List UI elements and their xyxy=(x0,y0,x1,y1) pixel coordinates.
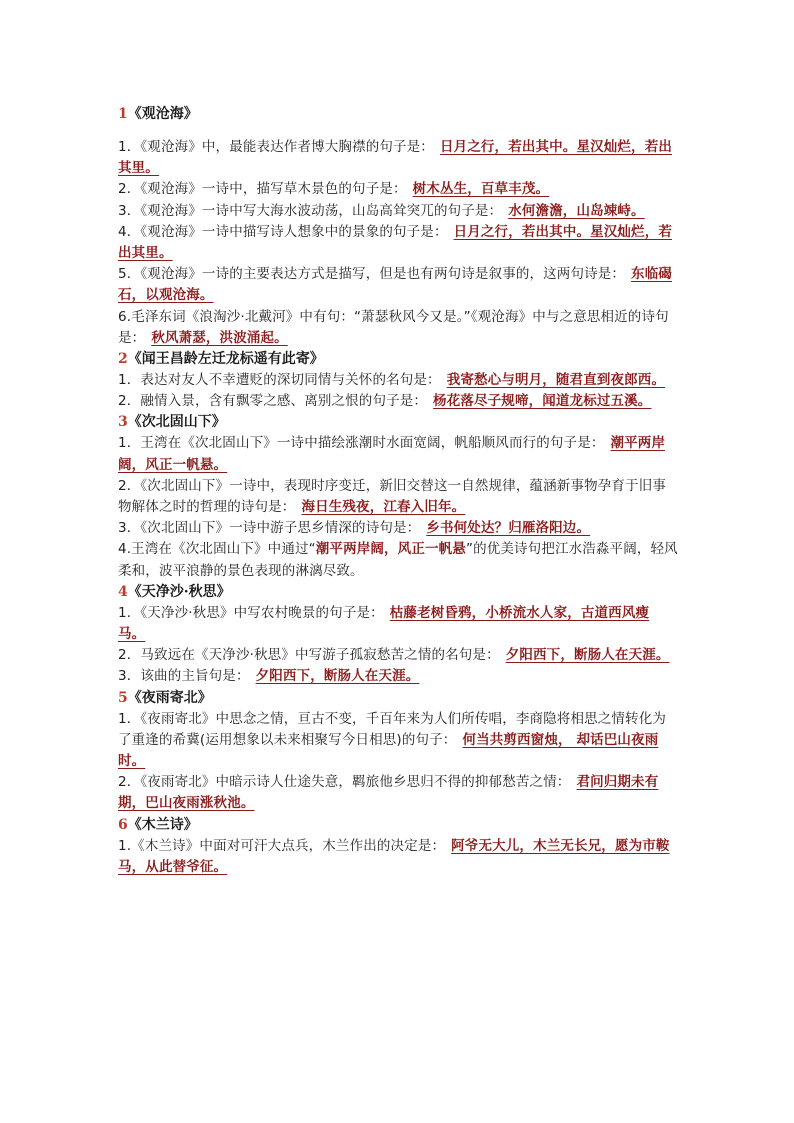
question-item xyxy=(118,201,678,222)
answer-text: 何当共剪西窗烛， 却话巴山夜雨时。 xyxy=(118,731,659,770)
question-text: 2．融情入景，含有飘零之感、离别之恨的句子是： xyxy=(118,393,428,410)
question-text: 1．王湾在《次北固山下》一诗中描绘涨潮时水面宽阔，帆船顺风而行的句子是： xyxy=(118,435,605,452)
answer-text: 海日生残夜，江春入旧年。 xyxy=(301,499,466,516)
question-text: 2．《观沧海》一诗中，描写草木景色的句子是： xyxy=(118,181,407,198)
section-number: 3 xyxy=(118,414,128,431)
answer-text: 夕阳西下，断肠人在天涯。 xyxy=(255,668,420,685)
question-text: 3．《观沧海》一诗中写大海水波动荡，山岛高耸突兀的句子是： xyxy=(118,202,503,219)
answer-text: 潮平两岸阔，风正一帆悬 xyxy=(315,541,466,558)
answer-text: 乡书何处达？归雁洛阳边。 xyxy=(426,520,591,537)
section-number: 1 xyxy=(118,106,128,122)
question-item xyxy=(118,179,678,200)
answer-text: 枯藤老树昏鸦，小桥流水人家，古道西风瘦马。 xyxy=(118,604,650,643)
answer-text: 杨花落尽子规啼，闻道龙标过五溪。 xyxy=(433,393,652,410)
question-item xyxy=(118,772,678,814)
question-text: 2．《夜雨寄北》中暗示诗人仕途失意，羁旅他乡思归不得的抑郁愁苦之情： xyxy=(118,774,571,791)
document-body xyxy=(118,104,678,878)
section-number: 4 xyxy=(118,583,128,600)
question-item xyxy=(118,433,678,475)
question-item xyxy=(118,264,678,306)
answer-text: 我寄愁心与明月，随君直到夜郎西。 xyxy=(446,372,666,389)
question-text: 1．表达对友人不幸遭贬的深切同情与关怀的名句是： xyxy=(118,372,441,389)
section-title-text: 《天净沙·秋思》 xyxy=(127,583,231,600)
section-title xyxy=(118,412,678,433)
question-item xyxy=(118,603,678,645)
question-item xyxy=(118,539,678,581)
answer-text: 日月之行，若出其中。星汉灿烂，若出其里。 xyxy=(118,223,672,262)
question-item xyxy=(118,666,678,687)
section-title-text: 《观沧海》 xyxy=(127,106,198,122)
section-title-text: 《木兰诗》 xyxy=(127,816,198,833)
answer-text: 君问归期未有期，巴山夜雨涨秋池。 xyxy=(118,774,659,812)
question-text: 3．《次北固山下》一诗中游子思乡情深的诗句是： xyxy=(118,520,421,537)
question-text: 6.毛泽东词《浪淘沙·北戴河》中有句：“萧瑟秋风今又是。”《观沧海》中与之意思相近的诗句是： xyxy=(118,308,669,346)
answer-text: 日月之行，若出其中。星汉灿烂，若出其里。 xyxy=(118,139,673,177)
question-item xyxy=(118,476,678,518)
section-title-text: 《闻王昌龄左迁龙标遥有此寄》 xyxy=(127,351,324,368)
section-title xyxy=(118,104,678,125)
answer-text: 水何澹澹，山岛竦峙。 xyxy=(508,202,645,219)
section-title xyxy=(118,688,678,709)
section-number: 2 xyxy=(118,351,128,368)
answer-text: 东临碣石，以观沧海。 xyxy=(118,266,672,304)
answer-text: 阿爷无大儿，木兰无长兄，愿为市鞍马，从此替爷征。 xyxy=(118,837,670,875)
question-item xyxy=(118,222,678,264)
question-item xyxy=(118,370,678,391)
section-title-text: 《次北固山下》 xyxy=(127,414,226,431)
question-text: 5．《观沧海》一诗的主要表达方式是描写，但是也有两句诗是叙事的，这两句诗是： xyxy=(118,266,626,283)
question-item xyxy=(118,709,678,773)
section-number: 5 xyxy=(118,689,128,706)
answer-text: 秋风萧瑟，洪波涌起。 xyxy=(151,329,288,346)
section-title xyxy=(118,349,678,370)
question-text: 1．《天净沙·秋思》中写农村晚景的句子是： xyxy=(118,604,384,621)
question-text: 4．《观沧海》一诗中描写诗人想象中的景象的句子是： xyxy=(118,223,448,240)
question-text-tail: ”的优美诗句把江水浩淼平阔，轻风柔和，波平浪静的景色表现的淋漓尽致。 xyxy=(118,541,678,579)
question-text: 2．《次北固山下》一诗中，表现时序变迁，新旧交替这一自然规律，蕴涵新事物孕育于旧事物解体之时的哲理的诗句是： xyxy=(118,477,666,516)
question-item xyxy=(118,645,678,666)
question-item xyxy=(118,518,678,539)
question-item xyxy=(118,137,678,179)
answer-text: 树木丛生，百草丰茂。 xyxy=(412,181,550,198)
section-title xyxy=(118,815,678,836)
question-text: 1.《木兰诗》中面对可汗大点兵，木兰作出的决定是： xyxy=(118,837,446,854)
question-text: 4.王湾在《次北固山下》中通过“ xyxy=(118,541,316,558)
section-number: 6 xyxy=(118,816,128,833)
question-text: 1．《夜雨寄北》中思念之情，亘古不变，千百年来为人们所传唱，李商隐将相思之情转化为了重逢的希冀(运用想象以未来相聚写今日相思)的句子： xyxy=(118,710,666,748)
question-text: 3．该曲的主旨句是： xyxy=(118,668,250,685)
question-item xyxy=(118,307,678,349)
question-text: 2．马致远在《天净沙·秋思》中写游子孤寂愁苦之情的名句是： xyxy=(118,647,500,664)
question-item xyxy=(118,836,678,878)
section-title xyxy=(118,582,678,603)
question-item xyxy=(118,391,678,412)
answer-text: 潮平两岸阔，风正一帆悬。 xyxy=(118,435,666,473)
question-text: 1．《观沧海》中，最能表达作者博大胸襟的句子是： xyxy=(118,139,434,155)
answer-text: 夕阳西下，断肠人在天涯。 xyxy=(505,647,670,664)
section-title-text: 《夜雨寄北》 xyxy=(127,689,212,706)
